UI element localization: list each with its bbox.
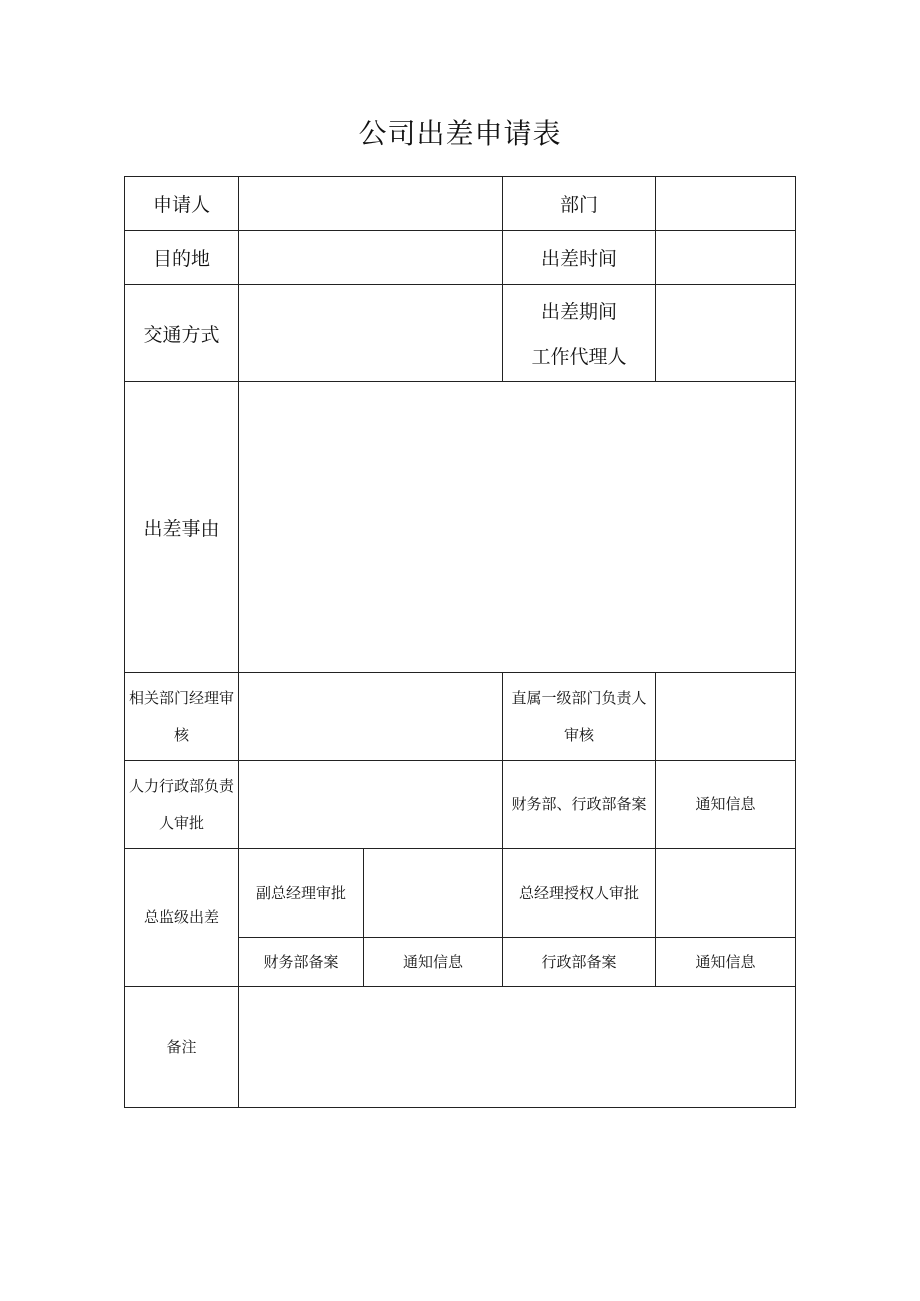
reason-field[interactable] bbox=[238, 381, 796, 673]
applicant-label: 申请人 bbox=[124, 176, 239, 231]
destination-label: 目的地 bbox=[124, 230, 239, 285]
transport-field[interactable] bbox=[238, 284, 503, 382]
related-mgr-review-field[interactable] bbox=[238, 672, 503, 761]
period-agent-field[interactable] bbox=[655, 284, 796, 382]
director-trip-label: 总监级出差 bbox=[124, 848, 239, 987]
hr-admin-approval-field[interactable] bbox=[238, 760, 503, 849]
department-field[interactable] bbox=[655, 176, 796, 231]
finance-admin-record-label: 财务部、行政部备案 bbox=[502, 760, 656, 849]
deputy-gm-approval-label: 副总经理审批 bbox=[238, 848, 364, 938]
department-label: 部门 bbox=[502, 176, 656, 231]
notify-info-cell: 通知信息 bbox=[363, 937, 503, 987]
admin-record-label: 行政部备案 bbox=[502, 937, 656, 987]
trip-time-label: 出差时间 bbox=[502, 230, 656, 285]
remarks-field[interactable] bbox=[238, 986, 796, 1108]
reason-label: 出差事由 bbox=[124, 381, 239, 673]
finance-record-label: 财务部备案 bbox=[238, 937, 364, 987]
trip-period-label: 出差期间 bbox=[540, 301, 617, 323]
direct-head-review-field[interactable] bbox=[655, 672, 796, 761]
destination-field[interactable] bbox=[238, 230, 503, 285]
work-agent-label: 工作代理人 bbox=[531, 346, 627, 368]
notify-info-cell: 通知信息 bbox=[655, 937, 796, 987]
form-title: 公司出差申请表 bbox=[358, 117, 562, 150]
period-agent-label bbox=[502, 284, 656, 382]
deputy-gm-approval-field[interactable] bbox=[363, 848, 503, 938]
gm-delegate-approval-label: 总经理授权人审批 bbox=[502, 848, 656, 938]
gm-delegate-approval-field[interactable] bbox=[655, 848, 796, 938]
applicant-field[interactable] bbox=[238, 176, 503, 231]
remarks-label: 备注 bbox=[124, 986, 239, 1108]
notify-info-cell: 通知信息 bbox=[655, 760, 796, 849]
transport-label: 交通方式 bbox=[124, 284, 239, 382]
trip-time-field[interactable] bbox=[655, 230, 796, 285]
hr-admin-approval-label: 人力行政部负责人审批 bbox=[124, 760, 239, 849]
direct-head-review-label: 直属一级部门负责人审核 bbox=[502, 672, 656, 761]
related-mgr-review-label: 相关部门经理审核 bbox=[124, 672, 239, 761]
